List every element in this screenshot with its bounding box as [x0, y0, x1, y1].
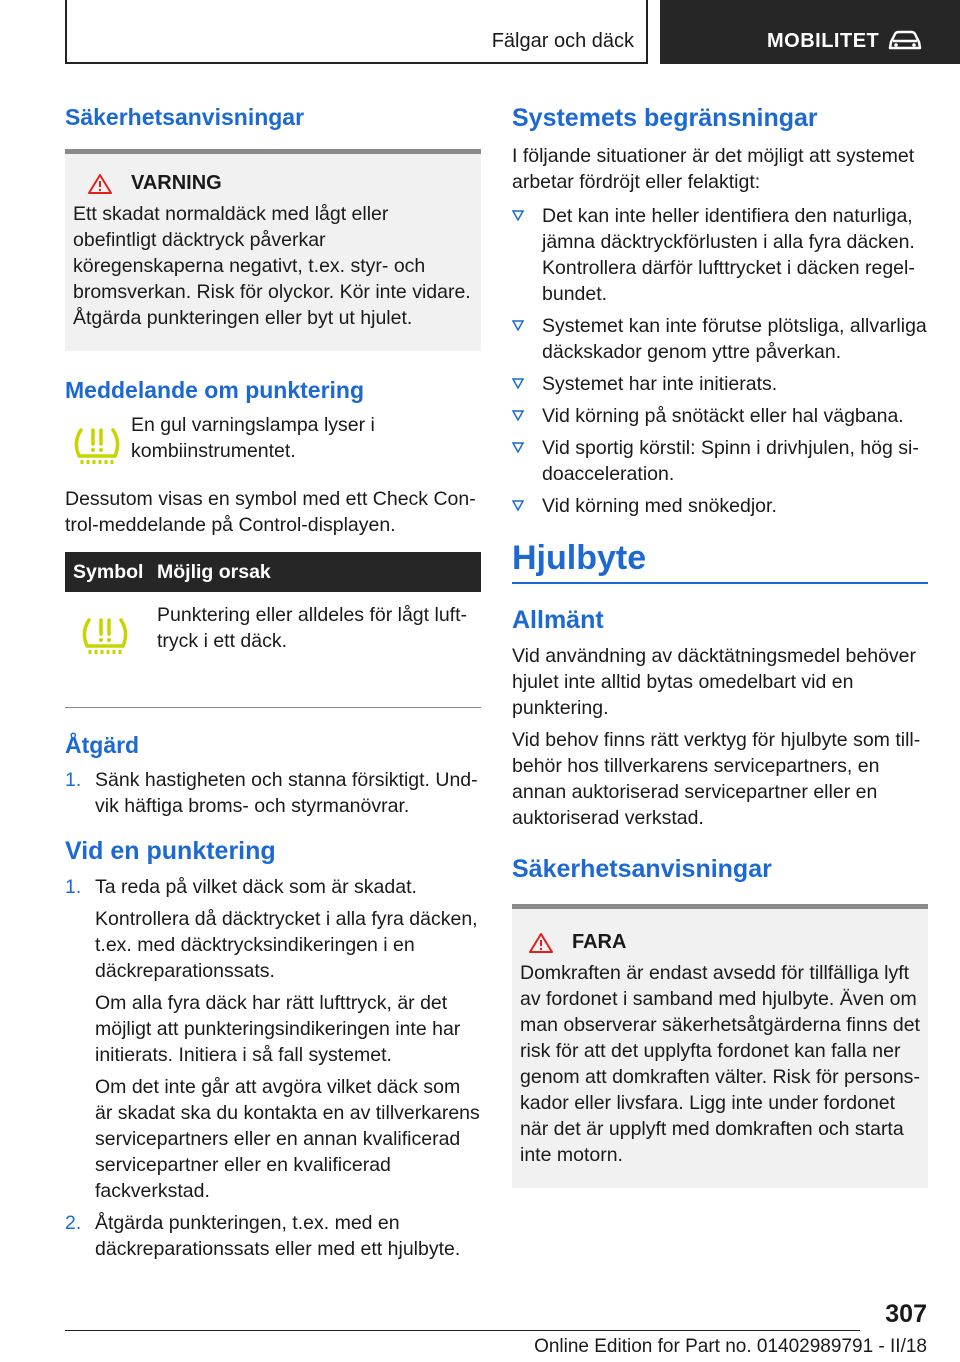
header-chapter-title: MOBILITET	[767, 30, 880, 52]
list-item	[512, 313, 928, 365]
puncture-message-heading: Meddelande om punktering	[65, 377, 365, 403]
limits-intro: I följande situationer är det möjligt att systemet arbetar fördröjt eller felaktigt:	[512, 145, 915, 193]
car-icon	[887, 28, 923, 52]
right-column	[512, 104, 928, 1188]
step-text: Om alla fyra däck har rätt lufttryck, är det möjligt att punkteringsindikeringen inte har initierats. Initiera i så fall systemet.	[95, 992, 461, 1066]
limits-heading: Systemets begränsningar	[512, 104, 818, 132]
step-number: 2.	[65, 1212, 82, 1234]
general-heading: Allmänt	[512, 606, 604, 634]
list-item	[65, 874, 481, 1204]
edition-text: Online Edition for Part no. 01402989791 - II/18	[534, 1336, 927, 1357]
list-triangle-marker-icon	[512, 500, 524, 512]
list-item-text: Systemet kan inte förutse plötsliga, allvarliga däckskador genom yttre påverkan.	[542, 315, 927, 363]
warning-box	[65, 149, 481, 351]
warning-label: VARNING	[131, 172, 222, 194]
list-item	[65, 767, 481, 819]
flat-tire-heading: Vid en punktering	[65, 837, 276, 865]
step-number: 1.	[65, 876, 82, 898]
list-item-text: Systemet har inte initierats.	[542, 373, 778, 395]
action-steps	[65, 767, 481, 819]
table-header-symbol: Symbol	[73, 561, 144, 583]
list-item	[65, 1210, 481, 1262]
list-triangle-marker-icon	[512, 320, 524, 332]
warning-text: Ett skadat normaldäck med lågt eller obefintligt däcktryck påverkar köregenskaperna negativt, t.ex. styr- och bromsverkan. Risk för olyckor. Kör inte vidare. Åtgärda punkteringen eller byt ut hjulet.	[73, 203, 471, 329]
list-triangle-marker-icon	[512, 378, 524, 390]
puncture-message-text: En gul varningslampa lyser i kombiinstrumentet.	[131, 414, 375, 462]
step-text: Om det inte går att avgöra vilket däck som är skadat ska du kontakta en av tillverkarens servicepartners eller en annan kvalificerad servicepartner eller en kvalificerad fackverkstad.	[95, 1076, 480, 1202]
safety-heading-left: Säkerhetsanvisningar	[65, 104, 305, 130]
danger-label: FARA	[572, 931, 627, 953]
puncture-message-row	[65, 412, 481, 472]
table-cell-cause: Punktering eller alldeles för lågt lufttryck i ett däck.	[157, 604, 467, 652]
danger-text: Domkraften är endast avsedd för tillfälliga lyft av fordonet i samband med hjulbyte. Även om man observerar säkerhetsåtgärderna finns det risk för att det upplyfta fordonet kan falla ner genom att domkraften välter. Risk för personskador eller livsfara. Ligg inte under fordonet när det är upplyft med domkraften och starta inte motorn.	[520, 962, 920, 1166]
footer-divider	[65, 1330, 860, 1331]
step-text: Kontrollera då däcktrycket i alla fyra däcken, t.ex. med däcktrycksindikeringen i en däckreparationssats.	[95, 908, 478, 982]
warning-triangle-icon	[87, 173, 113, 195]
table-header-cause: Möjlig orsak	[157, 561, 271, 583]
danger-box	[512, 904, 928, 1188]
list-triangle-marker-icon	[512, 410, 524, 422]
left-column	[65, 104, 481, 1268]
list-item	[512, 435, 928, 487]
safety-heading-right: Säkerhetsanvisningar	[512, 855, 772, 883]
step-text: Åtgärda punkteringen, t.ex. med en däckreparationssats eller med ett hjulbyte.	[95, 1212, 461, 1260]
list-item	[512, 203, 928, 307]
list-item	[512, 403, 928, 429]
list-item-text: Vid sportig körstil: Spinn i drivhjulen, hög sidoacceleration.	[542, 437, 919, 485]
tire-pressure-warning-icon	[79, 614, 131, 656]
limits-list	[512, 203, 928, 519]
header-section-title: Fälgar och däck	[491, 30, 634, 52]
header-chapter-tab	[660, 0, 960, 64]
tire-pressure-warning-icon	[71, 424, 123, 466]
general-paragraph-1: Vid användning av däcktätningsmedel behöver hjulet inte alltid bytas omedelbart vid en punktering.	[512, 645, 917, 719]
list-triangle-marker-icon	[512, 210, 524, 222]
list-item	[512, 493, 928, 519]
general-paragraph-2: Vid behov finns rätt verktyg för hjulbyte som tillbehör hos tillverkarens servicepartners, en annan auktoriserad servicepartner eller en auktoriserad verkstad.	[512, 729, 921, 829]
flat-tire-steps	[65, 874, 481, 1262]
wheel-change-heading-wrap	[512, 539, 928, 584]
warning-triangle-icon	[528, 932, 554, 954]
step-number: 1.	[65, 769, 82, 791]
table-header	[65, 552, 481, 592]
list-triangle-marker-icon	[512, 442, 524, 454]
symbol-table	[65, 552, 481, 708]
action-heading: Åtgärd	[65, 732, 140, 758]
wheel-change-heading: Hjulbyte	[512, 539, 647, 577]
check-control-text: Dessutom visas en symbol med ett Check Control-meddelande på Control-displayen.	[65, 488, 476, 536]
list-item-text: Det kan inte heller identifiera den naturliga, jämna däcktryckförlusten i alla fyra däcken. Kontrollera därför lufttrycket i däcken regelbundet.	[542, 205, 915, 305]
list-item-text: Vid körning med snökedjor.	[542, 495, 777, 517]
step-text: Sänk hastigheten och stanna försiktigt. Undvik häftiga broms- och styrmanövrar.	[95, 769, 478, 817]
list-item-text: Vid körning på snötäckt eller hal vägbana.	[542, 405, 904, 427]
step-text: Ta reda på vilket däck som är skadat.	[95, 876, 417, 898]
header-section-tab	[65, 0, 648, 64]
table-row	[65, 592, 481, 708]
page-number: 307	[885, 1300, 927, 1328]
list-item	[512, 371, 928, 397]
